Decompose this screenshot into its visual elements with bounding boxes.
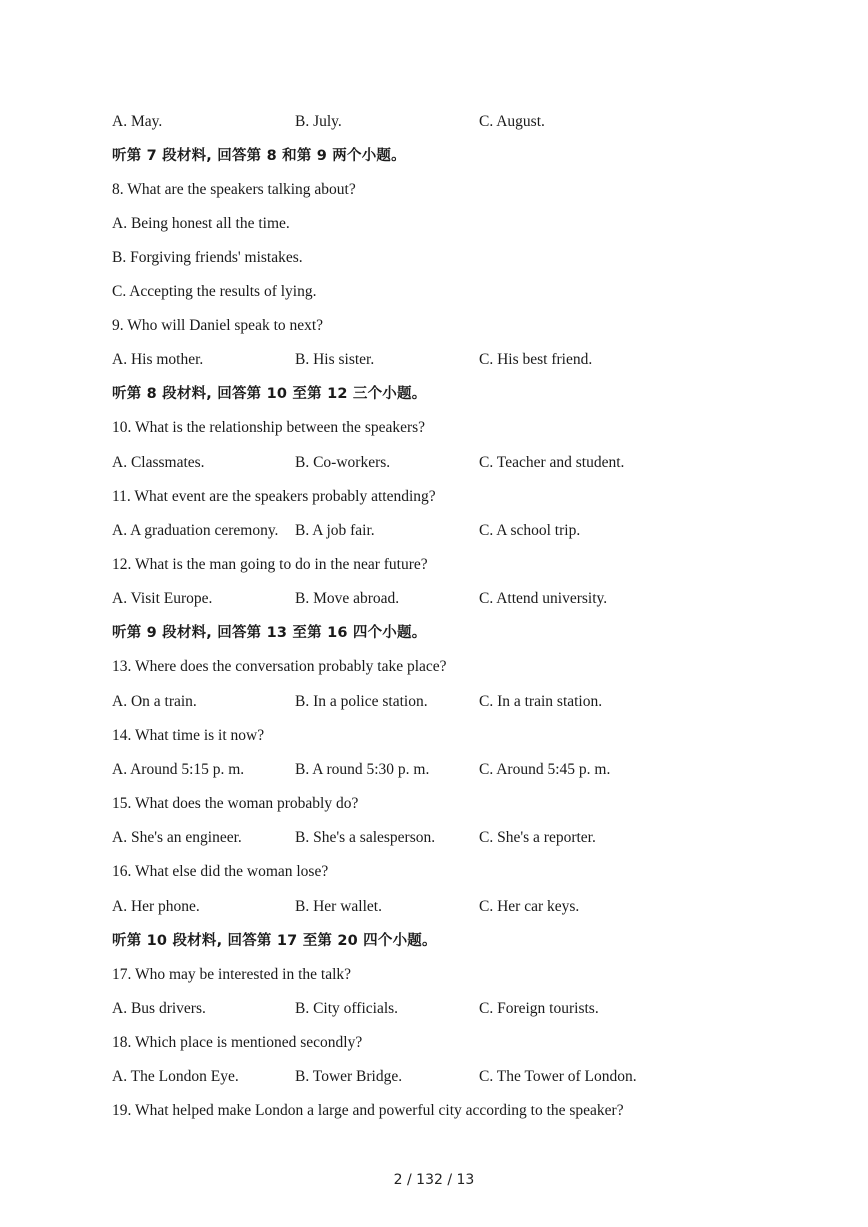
q14-option-a: A. Around 5:15 p. m. xyxy=(112,761,245,778)
q15-question: 15. What does the woman probably do? xyxy=(112,795,359,812)
section10-heading: 听第 10 段材料, 回答第 17 至第 20 四个小题。 xyxy=(112,933,437,949)
q14-question: 14. What time is it now? xyxy=(112,727,265,744)
q17-option-b: B. City officials. xyxy=(295,1000,399,1017)
q12-option-b: B. Move abroad. xyxy=(295,590,400,607)
q9-option-c: C. His best friend. xyxy=(479,351,593,368)
q18-option-a: A. The London Eye. xyxy=(112,1068,239,1085)
q16-question: 16. What else did the woman lose? xyxy=(112,863,329,880)
q11-option-a: A. A graduation ceremony. xyxy=(112,522,279,539)
q7-option-b: B. July. xyxy=(295,113,342,130)
q9-option-a: A. His mother. xyxy=(112,351,204,368)
q10-option-c: C. Teacher and student. xyxy=(479,454,625,471)
q8-option-c: C. Accepting the results of lying. xyxy=(112,283,317,300)
q8-question: 8. What are the speakers talking about? xyxy=(112,181,356,198)
page-number-footer: 2 / 132 / 13 xyxy=(393,1172,475,1188)
section9-heading: 听第 9 段材料, 回答第 13 至第 16 四个小题。 xyxy=(112,625,427,641)
q7-option-a: A. May. xyxy=(112,113,163,130)
q11-option-c: C. A school trip. xyxy=(479,522,581,539)
q8-option-b: B. Forgiving friends' mistakes. xyxy=(112,249,303,266)
q12-option-c: C. Attend university. xyxy=(479,590,608,607)
q14-option-b: B. A round 5:30 p. m. xyxy=(295,761,430,778)
q17-question: 17. Who may be interested in the talk? xyxy=(112,966,352,983)
q15-option-a: A. She's an engineer. xyxy=(112,829,242,846)
q13-option-b: B. In a police station. xyxy=(295,693,428,710)
q19-question: 19. What helped make London a large and powerful city according to the speaker? xyxy=(112,1102,624,1119)
section8-heading: 听第 8 段材料, 回答第 10 至第 12 三个小题。 xyxy=(112,386,427,402)
q11-option-b: B. A job fair. xyxy=(295,522,375,539)
q11-question: 11. What event are the speakers probably attending? xyxy=(112,488,436,505)
q17-option-c: C. Foreign tourists. xyxy=(479,1000,599,1017)
q10-question: 10. What is the relationship between the speakers? xyxy=(112,419,426,436)
q12-question: 12. What is the man going to do in the near future? xyxy=(112,556,428,573)
section7-heading: 听第 7 段材料, 回答第 8 和第 9 两个小题。 xyxy=(112,148,406,164)
q13-option-a: A. On a train. xyxy=(112,693,197,710)
q12-option-a: A. Visit Europe. xyxy=(112,590,213,607)
q9-option-b: B. His sister. xyxy=(295,351,375,368)
q10-option-b: B. Co-workers. xyxy=(295,454,391,471)
q16-option-b: B. Her wallet. xyxy=(295,898,382,915)
q8-option-a: A. Being honest all the time. xyxy=(112,215,290,232)
q15-option-c: C. She's a reporter. xyxy=(479,829,596,846)
q9-question: 9. Who will Daniel speak to next? xyxy=(112,317,324,334)
q16-option-c: C. Her car keys. xyxy=(479,898,580,915)
q7-option-c: C. August. xyxy=(479,113,545,130)
q13-question: 13. Where does the conversation probably take place? xyxy=(112,658,447,675)
q14-option-c: C. Around 5:45 p. m. xyxy=(479,761,611,778)
q15-option-b: B. She's a salesperson. xyxy=(295,829,436,846)
q16-option-a: A. Her phone. xyxy=(112,898,200,915)
q18-question: 18. Which place is mentioned secondly? xyxy=(112,1034,363,1051)
q17-option-a: A. Bus drivers. xyxy=(112,1000,206,1017)
q10-option-a: A. Classmates. xyxy=(112,454,205,471)
q18-option-b: B. Tower Bridge. xyxy=(295,1068,403,1085)
q18-option-c: C. The Tower of London. xyxy=(479,1068,637,1085)
q13-option-c: C. In a train station. xyxy=(479,693,603,710)
